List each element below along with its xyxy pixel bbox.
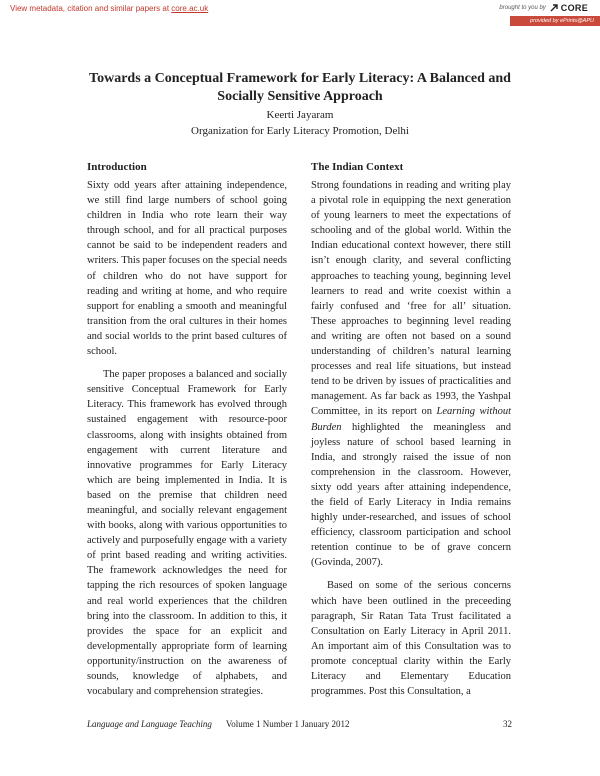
paper-title [0, 70, 600, 106]
introduction-paragraph-2: The paper proposes a balanced and socially sensitive Conceptual Framework for Early Literacy. This framework has evolved through sustained engagement with resource-poor classrooms, along with insights obtained from engagement with current literature and innovative programmes for Early Literacy which are being implemented in India. It is based on the premise that children need meaningful, and socially relevant engagement with books, along with various opportunities to actively and purposefully engage with a variety of print based reading and writing activities. The framework acknowledges the need for tapping the rich resources of spoken language and real world experiences that the children bring into the classroom. In addition to this, it provides the space for an explicit and developmentally appropriate form of learning opportunity/instruction on the awareness of sounds, knowledge of alphabets, and vocabulary and comprehension strategies. [87, 369, 287, 698]
right-column [311, 160, 511, 699]
context-text-part-a: Strong foundations in reading and writing play a pivotal role in equipping the next generation of young learners to meet the expectations of schooling and of the global world. Within the Indian educational context however, there still isn’t enough clarity, and several conflicting approaches to teaching young, beginning level learners to read and write coexist within a fairly confused and ‘free for all’ situation. These approaches to beginning level reading and writing are often not based on a sound understanding of children’s natural learning processes and real life situations, but instead tend to be driven by issues of practicalities and management. As far back as 1993, the Yashpal Committee, in its report on [311, 180, 511, 418]
paper-author: Keerti Jayaram [266, 109, 334, 121]
paper-title-line-2: Socially Sensitive Approach [217, 89, 383, 104]
core-metadata-link[interactable] [10, 4, 208, 13]
page-number: 32 [503, 719, 512, 729]
core-logo-icon [549, 3, 559, 13]
introduction-paragraph-1: Sixty odd years after attaining independence, we still find large numbers of school going children in India who rote learn their way through school, and for all practical purposes cannot be said to be independent readers and writers. This paper focuses on the special needs of children who do not have support for reading and writing at home, and who require support for enabling a smooth and meaningful transition from the oral cultures in their homes and social worlds to the print based cultures of school. [87, 180, 287, 358]
page-footer [87, 718, 512, 730]
journal-issue: Volume 1 Number 1 January 2012 [225, 719, 350, 729]
core-link-text[interactable]: core.ac.uk [171, 4, 209, 13]
core-link-prefix: View metadata, citation and similar papers at [10, 4, 172, 13]
core-brand[interactable] [499, 3, 588, 13]
core-brought-by: brought to you by [499, 5, 546, 11]
indian-context-paragraph-1 [311, 178, 511, 570]
report-title-italic: Learning without Burden [311, 406, 511, 433]
introduction-heading: Introduction [87, 161, 147, 173]
journal-name: Language and Language Teaching [87, 719, 212, 729]
core-banner [0, 0, 600, 26]
context-text-part-b: highlighted the meaningless and joyless nature of school based learning in India, and strongly raised the issue of non comprehension in the classroom. However, sixty odd years after attaining independence, the field of Early Literacy in India remains highly under-researched, and issues of school efficiency, classroom participation and school retention continue to be of grave concern (Govinda, 2007). [311, 421, 511, 569]
indian-context-heading: The Indian Context [311, 161, 404, 173]
core-provided-by: provided by ePrints@APU [510, 16, 600, 26]
core-brand-name: CORE [560, 3, 588, 13]
paper-title-line-1: Towards a Conceptual Framework for Early Literacy: A Balanced and [89, 71, 511, 86]
left-column [87, 160, 287, 699]
paper-affiliation: Organization for Early Literacy Promotion, Delhi [191, 125, 409, 137]
indian-context-paragraph-2: Based on some of the serious concerns which have been outlined in the preceeding paragraph, Sir Ratan Tata Trust facilitated a Consultation on Early Literacy in April 2011. An important aim of this Consultation was to promote conceptual clarity within the Early Literacy and Elementary Education programmes. Post this Consultation, a [311, 580, 511, 698]
